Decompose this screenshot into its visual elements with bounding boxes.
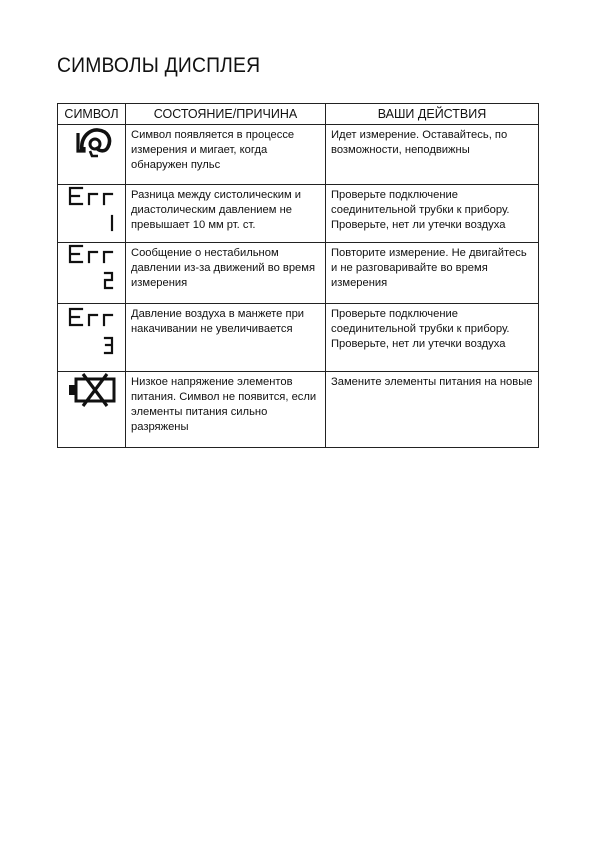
page-title: СИМВОЛЫ ДИСПЛЕЯ: [57, 54, 261, 77]
err-1-icon: [62, 185, 122, 233]
table-row: [58, 243, 539, 304]
symbol-cell: [58, 304, 126, 372]
condition-cell: Сообщение о нестабильном давлении из-за движений во время измерения: [126, 243, 326, 304]
err-3-icon: [62, 304, 122, 356]
symbol-cell: [58, 185, 126, 243]
action-cell: Идет измерение. Оставайтесь, по возможности, неподвижны: [326, 125, 539, 185]
table-row: [58, 372, 539, 448]
action-cell: Повторите измерение. Не двигайтесь и не разговаривайте во время измерения: [326, 243, 539, 304]
table-row: [58, 125, 539, 185]
symbol-cell: [58, 372, 126, 448]
condition-cell: Давление воздуха в манжете при накачивании не увеличивается: [126, 304, 326, 372]
header-symbol: СИМВОЛ: [58, 104, 126, 125]
header-condition: СОСТОЯНИЕ/ПРИЧИНА: [126, 104, 326, 125]
action-cell: Замените элементы питания на новые: [326, 372, 539, 448]
table-row: [58, 304, 539, 372]
header-action: ВАШИ ДЕЙСТВИЯ: [326, 104, 539, 125]
pulse-heart-icon: [68, 125, 116, 159]
symbol-cell: [58, 125, 126, 185]
err-text: Err: [61, 243, 63, 244]
action-cell: Проверьте подключение соединительной трубки к прибору. Проверьте, нет ли утечки воздуха: [326, 185, 539, 243]
symbol-cell: [58, 243, 126, 304]
display-symbols-table: [57, 103, 539, 448]
err-2-icon: [62, 243, 122, 291]
condition-cell: Разница между систолическим и диастолическим давлением не превышает 10 мм рт. ст.: [126, 185, 326, 243]
err-text: Err: [61, 185, 63, 186]
low-battery-icon: [64, 372, 120, 408]
err-text: Err: [61, 304, 63, 305]
table-row: [58, 185, 539, 243]
condition-cell: Символ появляется в процессе измерения и мигает, когда обнаружен пульс: [126, 125, 326, 185]
action-cell: Проверьте подключение соединительной трубки к прибору. Проверьте, нет ли утечки воздуха: [326, 304, 539, 372]
condition-cell: Низкое напряжение элементов питания. Символ не появится, если элементы питания сильно разряжены: [126, 372, 326, 448]
table-header-row: [58, 104, 539, 125]
